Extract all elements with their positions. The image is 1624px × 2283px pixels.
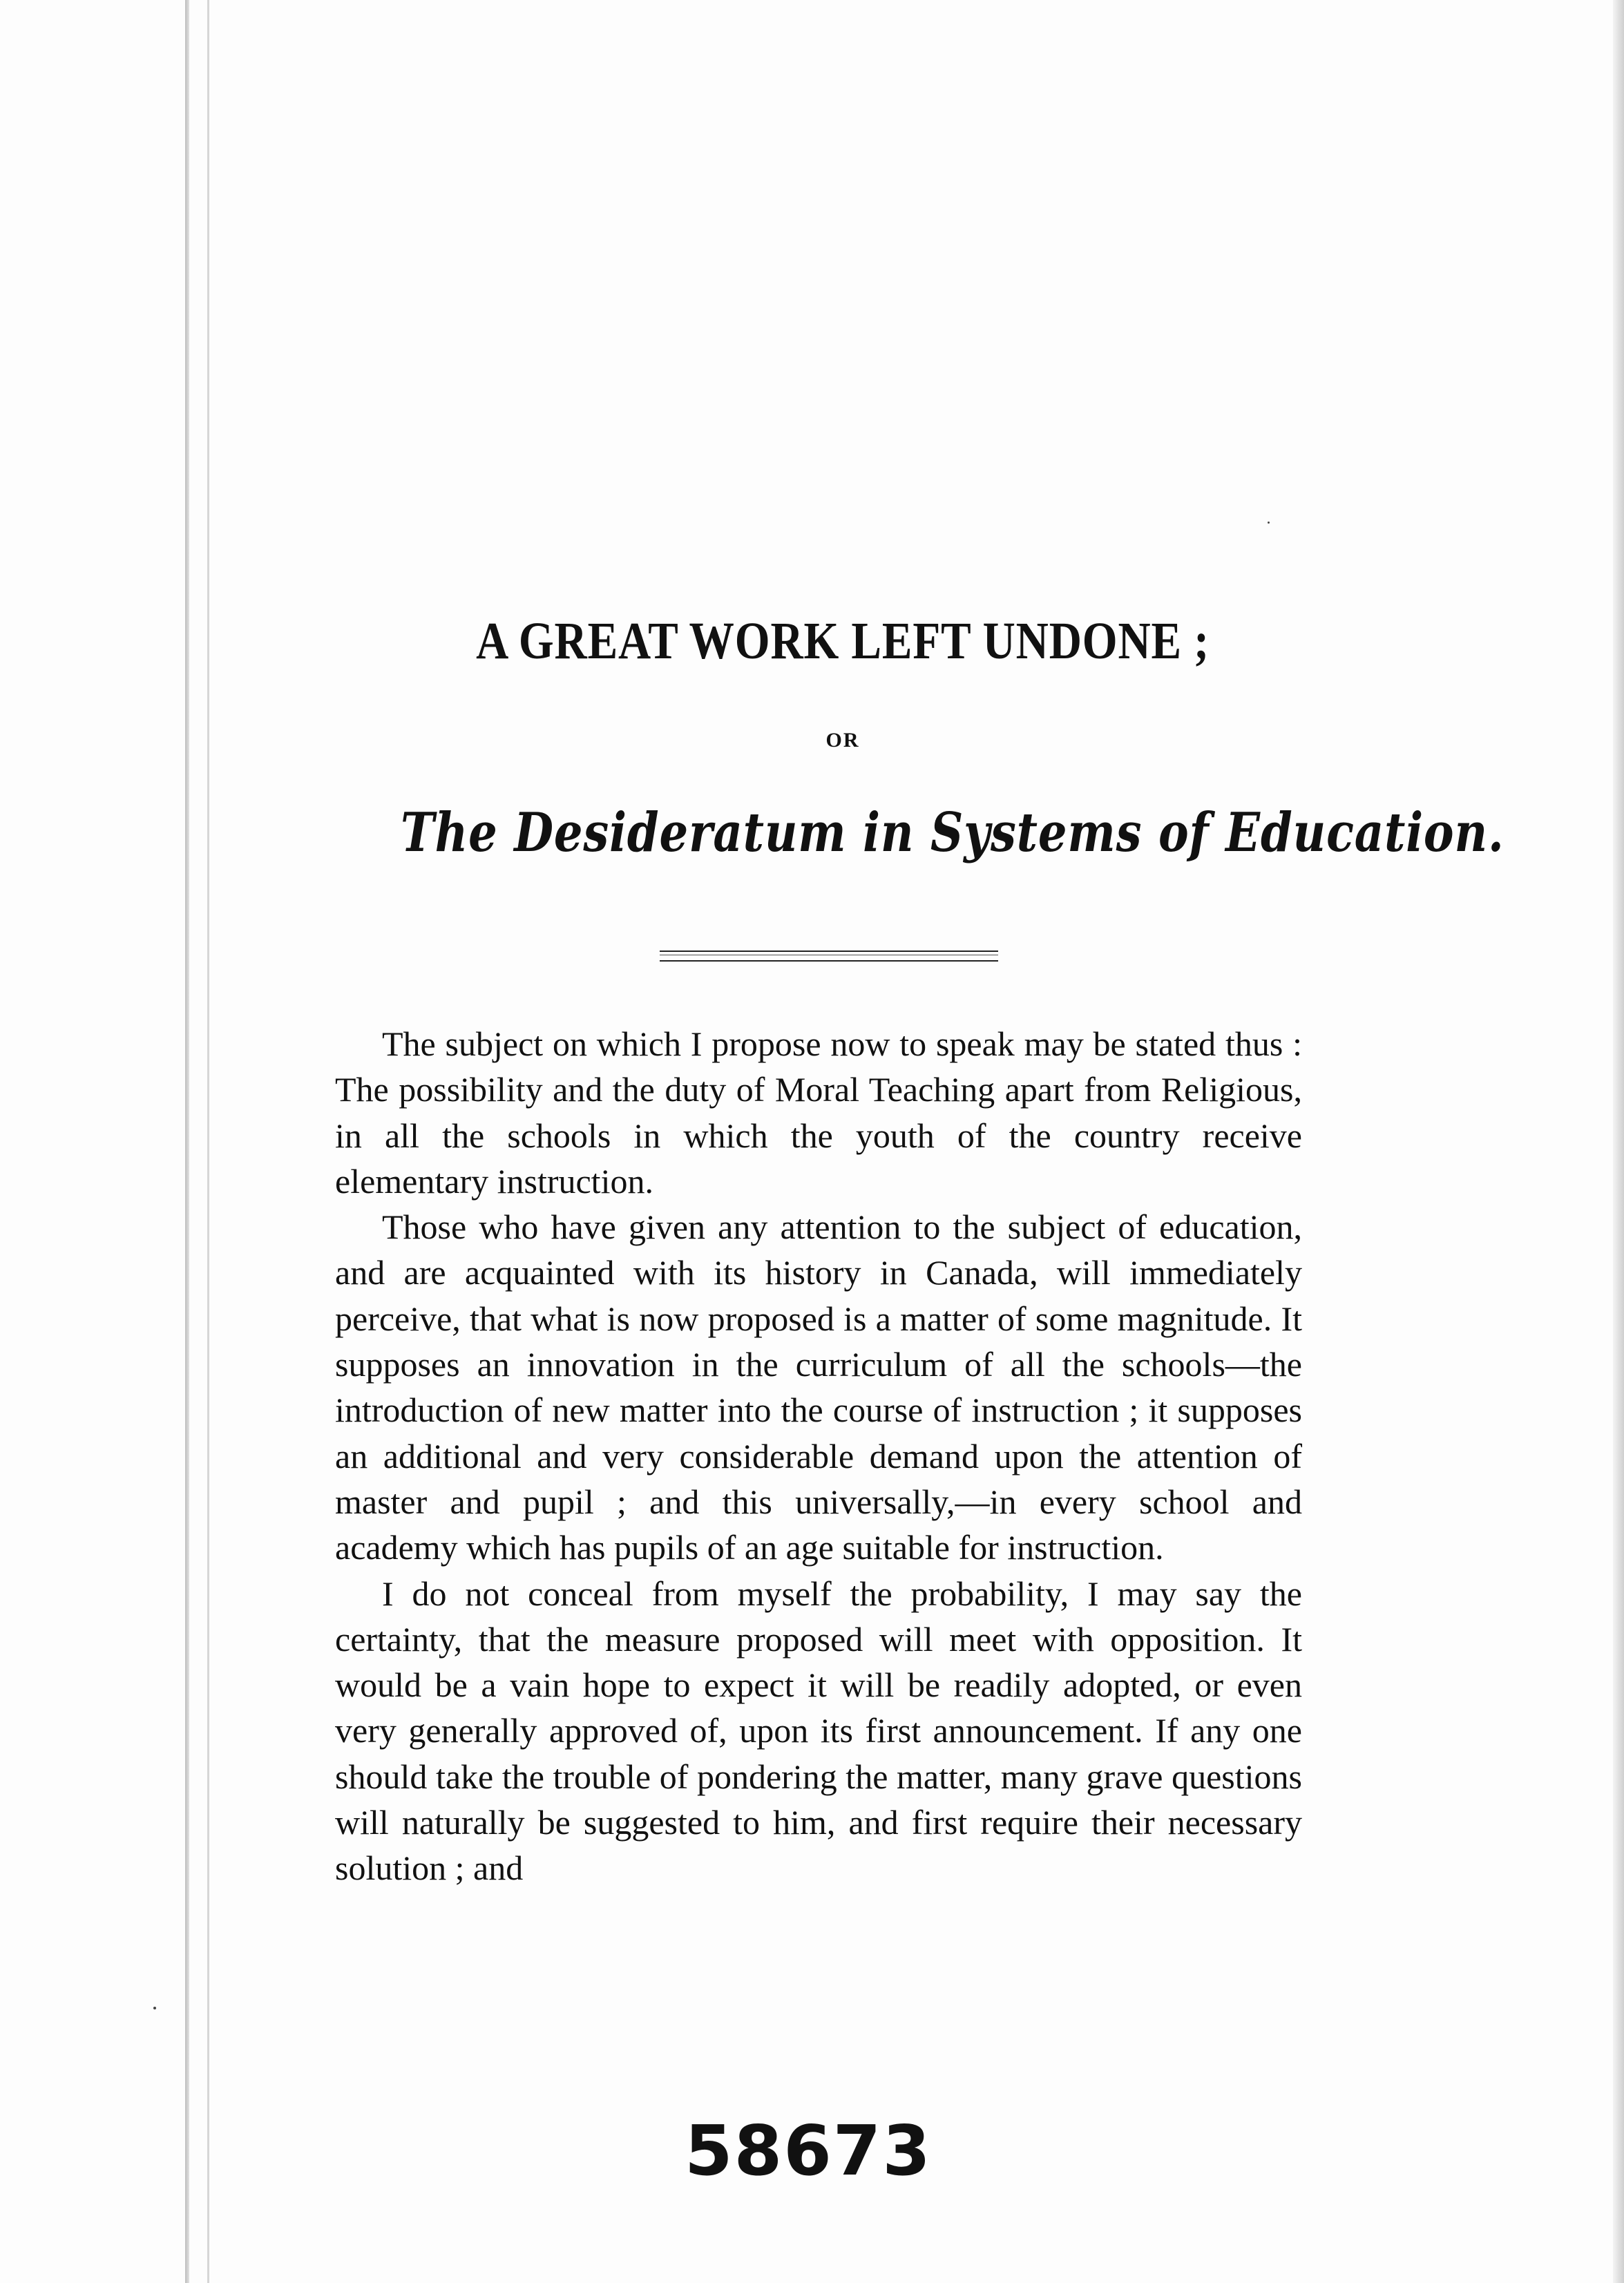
- paragraph-2: Those who have given any attention to the subject of education, and are acquainted with its history in Canada, will immediately perceive, that what is now proposed is a matter of some magnitude. It supposes an innovation in the curriculum of all the schools—the introduction of new matter into the course of instruction ; it supposes an additional and very considerable demand upon the attention of master and pupil ; and this universally,—in every school and academy which has pupils of an age suitable for instruction.: [335, 1207, 1302, 1567]
- paragraph-1: The subject on which I propose now to speak may be stated thus : The possibility and the duty of Moral Teaching apart from Religious, in all the schools in which the youth of the country receive elementary instruction.: [335, 1024, 1302, 1201]
- stamp-number: 58673: [685, 2110, 932, 2191]
- page-edge-shadow: [1613, 0, 1624, 2283]
- document-title: A GREAT WORK LEFT UNDONE ;: [476, 612, 1210, 670]
- book-gutter-line: [207, 0, 209, 2283]
- scan-speck: [1268, 522, 1270, 524]
- title-divider: [660, 951, 998, 962]
- paragraph-3: I do not conceal from myself the probability, I may say the certainty, that the measure proposed will meet with opposition. It would be a vain hope to expect it will be readily adopted, or even very generally approved of, upon its first announcement. If any one should take the trouble of pondering the matter, many grave questions will naturally be suggested to him, and first require their necessary solution ; and: [335, 1574, 1302, 1888]
- document-subtitle: The Desideratum in Systems of Education.: [401, 801, 1504, 864]
- body-text: [335, 1021, 1302, 1891]
- scan-speck: [153, 2007, 156, 2009]
- title-connector: OR: [825, 729, 860, 752]
- book-gutter-shadow: [185, 0, 189, 2283]
